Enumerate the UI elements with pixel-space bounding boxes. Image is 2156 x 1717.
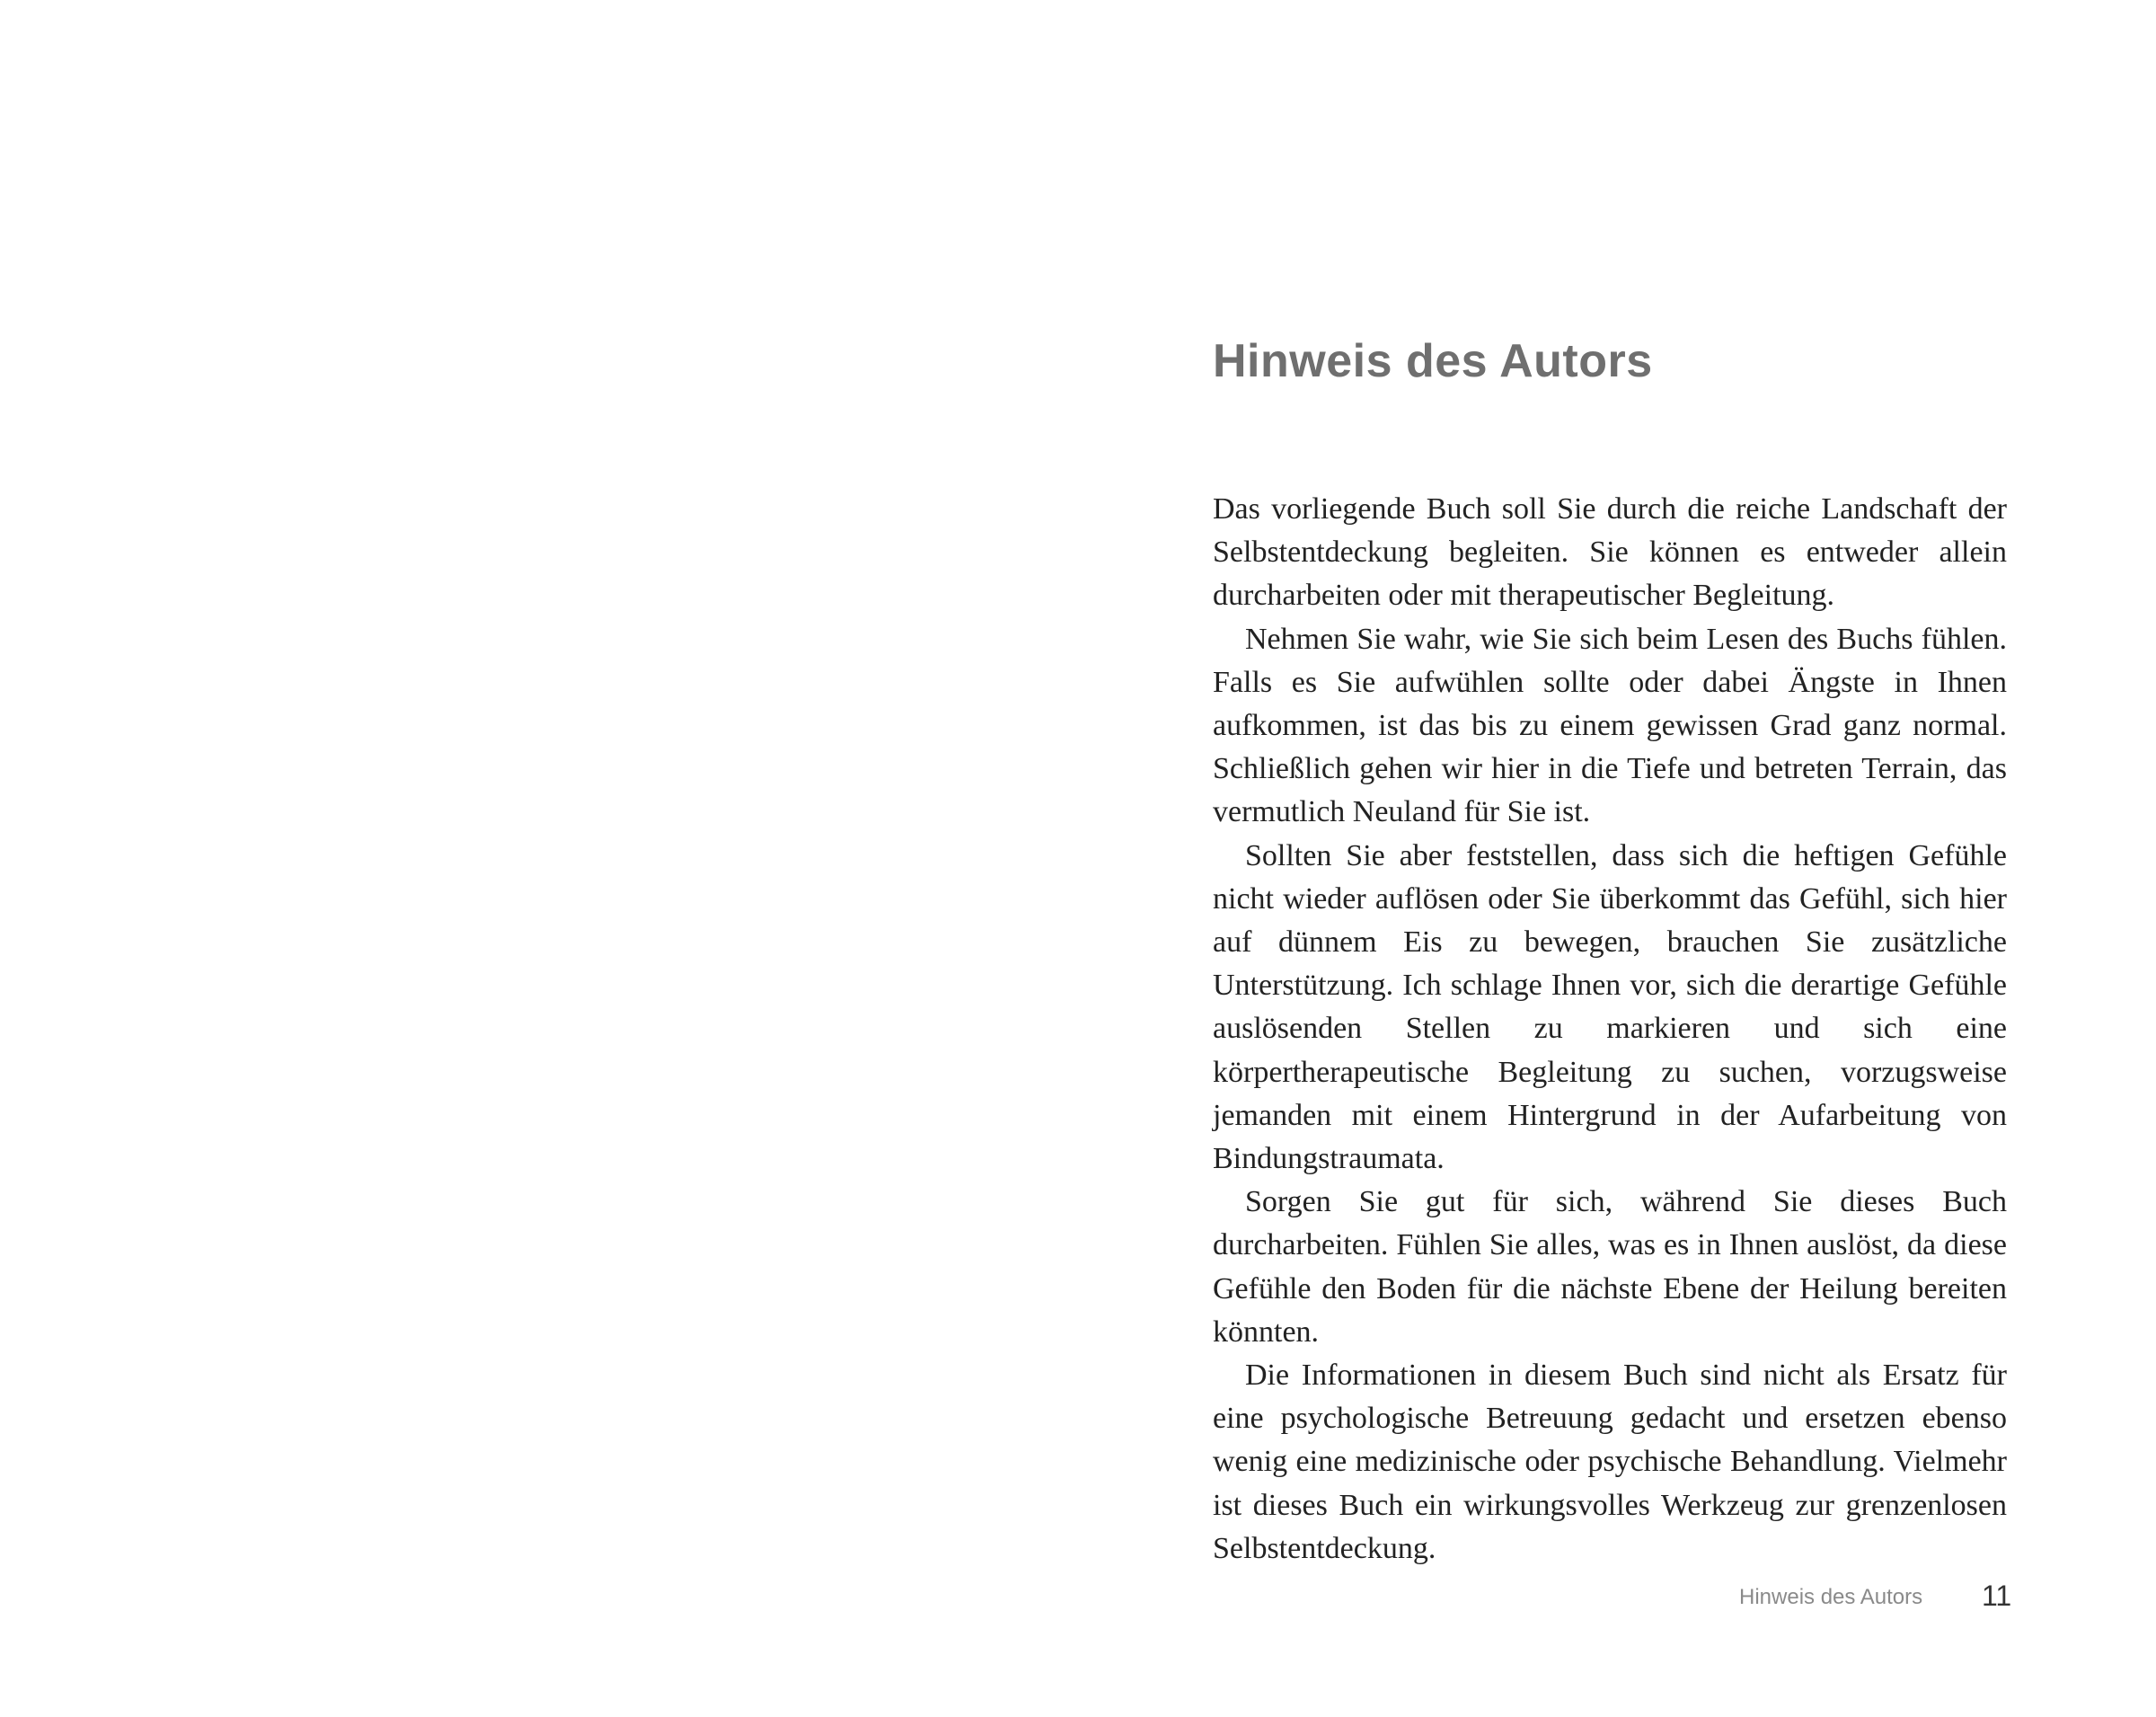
chapter-title: Hinweis des Autors [1213,335,1653,387]
paragraph-4: Sorgen Sie gut für sich, während Sie dieses Buch durcharbeiten. Fühlen Sie alles, was es in Ihnen auslöst, da diese Gefühle den Boden für die nächste Ebene der Heilung bereiten könnten. [1213,1185,2007,1349]
paragraph-2: Nehmen Sie wahr, wie Sie sich beim Lesen des Buchs fühlen. Falls es Sie aufwühlen sollte oder dabei Ängste in Ihnen aufkommen, ist das bis zu einem gewissen Grad ganz normal. Schließlich gehen wir hier in die Tiefe und betreten Terrain, das vermutlich Neuland für Sie ist. [1213,622,2007,829]
body-text [1213,488,2007,1571]
paragraph-3: Sollten Sie aber feststellen, dass sich die heftigen Gefühle nicht wieder auflösen oder Sie überkommt das Gefühl, sich hier auf dünnem Eis zu bewegen, brauchen Sie zusätzliche Unterstützung. Ich schlage Ihnen vor, sich die derartige Gefühle auslösenden Stellen zu markieren und sich eine körpertherapeutische Begleitung zu suchen, vorzugsweise jemanden mit einem Hintergrund in der Aufarbeitung von Bindungstraumata. [1213,838,2007,1176]
page-number: 11 [1982,1580,2012,1612]
running-footer-title: Hinweis des Autors [1739,1585,1923,1609]
paragraph-5: Die Informationen in diesem Buch sind nicht als Ersatz für eine psychologische Betreuung gedacht und ersetzen ebenso wenig eine medizinische oder psychische Behandlung. Vielmehr ist dieses Buch ein wirkungsvolles Werkzeug zur grenzenlosen Selbstentdeckung. [1213,1359,2007,1565]
paragraph-1: Das vorliegende Buch soll Sie durch die reiche Landschaft der Selbstentdeckung begleiten. Sie können es entweder allein durcharbeiten oder mit therapeutischer Begleitung. [1213,492,2007,613]
